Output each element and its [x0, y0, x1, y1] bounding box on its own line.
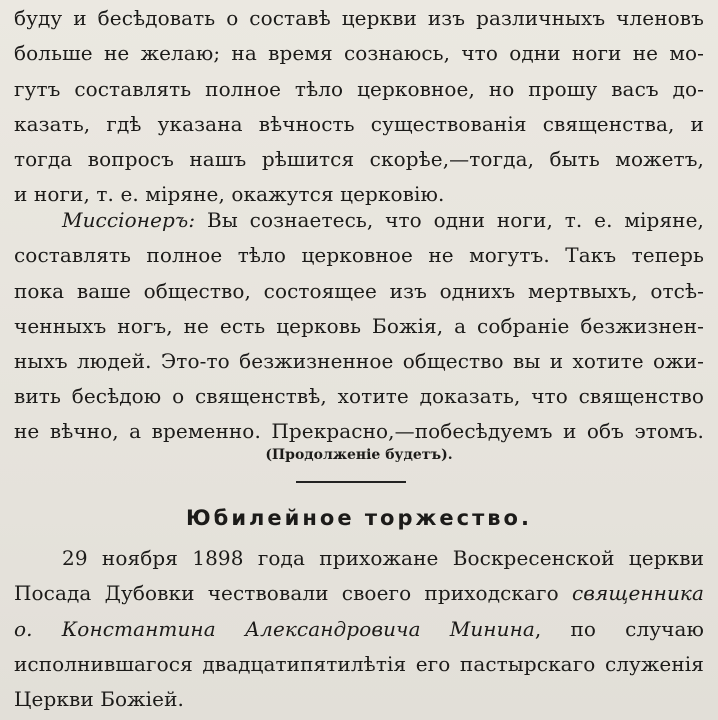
- missioner-paragraph-start: [14, 206, 704, 234]
- text-line: буду и бесѣдовать о составѣ церкви изъ различныхъ членовъ: [14, 6, 704, 30]
- text-line: пока ваше общество, состоящее изъ однихъ мертвыхъ, отсѣ-: [14, 279, 704, 303]
- text-line: [14, 544, 704, 572]
- text-line: [14, 579, 704, 607]
- emphasis-text: о. Константина Александровича Минина: [14, 617, 535, 641]
- text-line: не вѣчно, а временно. Прекрасно,—побесѣдуемъ и объ этомъ.: [14, 419, 704, 443]
- speaker-text: Вы сознаетесь, что одни ноги, т. е. міряне,: [207, 208, 704, 232]
- line-text: 29 ноября 1898 года прихожане Воскресенской церкви: [62, 546, 704, 570]
- text-line: больше не желаю; на время сознаюсь, что одни ноги не мо-: [14, 41, 704, 65]
- text-line: исполнившагося двадцатипятилѣтія его пастырскаго служенія: [14, 652, 704, 676]
- line-text: Посада Дубовки чествовали своего приходскаго: [14, 581, 572, 605]
- continued-note: (Продолженіе будетъ).: [265, 447, 453, 463]
- text-line: [14, 615, 704, 643]
- text-line: Церкви Божіей.: [14, 687, 184, 711]
- text-line: казать, гдѣ указана вѣчность существованія священства, и: [14, 112, 704, 136]
- text-line: гутъ составлять полное тѣло церковное, но прошу васъ до-: [14, 77, 704, 101]
- text-line: и ноги, т. е. міряне, окажутся церковію.: [14, 182, 445, 206]
- text-line: тогда вопросъ нашъ рѣшится скорѣе,—тогда, быть можетъ,: [14, 147, 704, 171]
- text-line: вить бесѣдою о священствѣ, хотите доказать, что священство: [14, 384, 704, 408]
- text-line: составлять полное тѣло церковное не могутъ. Такъ теперь: [14, 243, 704, 267]
- text-line: ченныхъ ногъ, не есть церковь Божія, а собраніе безжизнен-: [14, 314, 704, 338]
- speaker-label: Миссіонеръ:: [62, 208, 196, 232]
- article-title: Юбилейное торжество.: [186, 506, 532, 530]
- section-divider: [296, 481, 406, 483]
- emphasis-text: священника: [571, 581, 704, 605]
- text-line: ныхъ людей. Это-то безжизненное общество вы и хотите ожи-: [14, 349, 704, 373]
- line-text: , по случаю: [534, 617, 704, 641]
